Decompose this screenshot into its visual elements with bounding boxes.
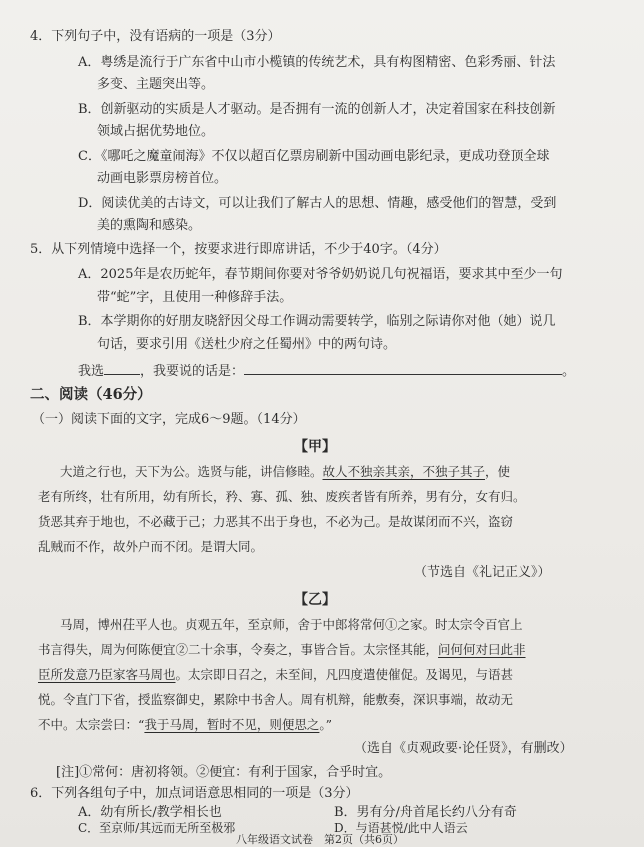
jia-source: （节选自《礼记正义》） [414,565,551,580]
q4-option-d-line1: D．阅读优美的古诗文，可以让我们了解古人的思想、情趣，感受他们的智慧，受到 [78,196,557,211]
jia-line2: 老有所终，壮有所用，幼有所长，矜、寡、孤、独、废疾者皆有所养，男有分，女有归。 [38,489,526,504]
section2-title: 二、阅读（46分） [30,386,152,403]
q5-choose-end: 。 [562,364,576,379]
yi-underlined-part1: 问何何对曰此非 [438,642,526,657]
q6-option-c: C．至京师/其远而无所至极邪 [78,821,236,835]
page-footer: 八年级语文试卷 第2页（共6页） [236,833,404,846]
annotation-note: [注]①常何：唐初将领。②便宜：有利于国家，合乎时宜。 [56,765,392,780]
jia-line1 [60,466,510,479]
jia-underlined-sentence: 故人不独亲其亲，不独子其子 [322,464,486,479]
q5-option-b-line2: 句话，要求引用《送杜少府之任蜀州》中的两句诗。 [97,337,397,352]
q4-stem: 4．下列句子中，没有语病的一项是（3分） [30,29,281,44]
yi-line5-text: 不中。太宗尝曰：“ [38,717,145,732]
q4-option-b-line2: 领域占据优势地位。 [97,124,215,139]
yi-line4: 悦。令直门下省，授监察御史，累除中书舍人。周有机辩，能敷奏，深识事端，故动无 [38,692,514,707]
passage-yi-title: 【乙】 [294,592,336,608]
jia-line1-end: ，使 [485,464,511,479]
q6-option-a: A．幼有所长/教学相长也 [78,805,222,820]
q4-option-a-line1: A．粤绣是流行于广东省中山市小榄镇的传统艺术，具有构图精密、色彩秀丽、针法 [78,55,556,70]
q5-stem: 5．从下列情境中选择一个，按要求进行即席讲话，不少于40字。（4分） [30,242,447,257]
q5-choice-blank[interactable] [104,362,140,375]
q5-answer-blank[interactable] [244,362,562,375]
yi-underlined-quote: 我于马周，暂时不见，则便思之 [144,717,320,732]
q5-choose-mid: ，我要说的话是： [140,364,245,379]
yi-line1: 马周，博州茌平人也。贞观五年，至京师，舍于中郎将常何①之家。时太宗令百官上 [60,617,523,632]
yi-line5 [38,719,332,732]
q4-option-d-line2: 美的熏陶和感染。 [97,218,202,233]
q4-option-c-line2: 动画电影票房榜首位。 [97,171,228,186]
q6-stem: 6．下列各组句子中，加点词语意思相同的一项是（3分） [30,786,359,801]
jia-line4: 乱贼而不作，故外户而不闭。是谓大同。 [38,539,264,554]
yi-line5-end: 。” [319,717,333,732]
section2-sub1: （一）阅读下面的文字，完成6～9题。（14分） [32,412,306,427]
passage-jia-title: 【甲】 [294,439,336,455]
q5-option-a-line2: 带“蛇”字，且使用一种修辞手法。 [97,290,293,305]
yi-line2 [38,644,526,657]
yi-source: （选自《贞观政要·论任贤》，有删改） [354,741,573,756]
yi-line3 [38,669,513,682]
yi-line3-text: 。太宗即日召之，未至间，凡四度遣使催促。及谒见，与语甚 [175,667,514,682]
q4-option-c-line1: C．《哪吒之魔童闹海》不仅以超百亿票房刷新中国动画电影纪录，更成功登顶全球 [78,149,550,164]
q4-option-b-line1: B．创新驱动的实质是人才驱动。是否拥有一流的创新人才，决定着国家在科技创新 [78,102,556,117]
q5-option-b-line1: B．本学期你的好朋友晓舒因父母工作调动需要转学，临别之际请你对他（她）说几 [78,314,556,329]
jia-line1-text: 大道之行也，天下为公。选贤与能，讲信修睦。 [60,464,323,479]
q4-option-a-line2: 多变、主题突出等。 [97,77,215,92]
jia-line3: 货恶其弃于地也，不必藏于己；力恶其不出于身也，不必为己。是故谋闭而不兴，盗窃 [38,514,514,529]
q6-option-d: D．与语甚悦/此中人语云 [334,821,468,835]
q5-answer-line [78,362,575,378]
yi-underlined-part2: 臣所发意乃臣家客马周也 [38,667,176,682]
q5-choose-prefix: 我选 [78,364,105,379]
q6-option-b: B．男有分/舟首尾长约八分有奇 [334,805,517,820]
q5-option-a-line1: A．2025年是农历蛇年，春节期间你要对爷爷奶奶说几句祝福语，要求其中至少一句 [78,267,563,282]
yi-line2-text: 书言得失，周为何陈便宜②二十余事，令奏之，事皆合旨。太宗怪其能， [38,642,439,657]
